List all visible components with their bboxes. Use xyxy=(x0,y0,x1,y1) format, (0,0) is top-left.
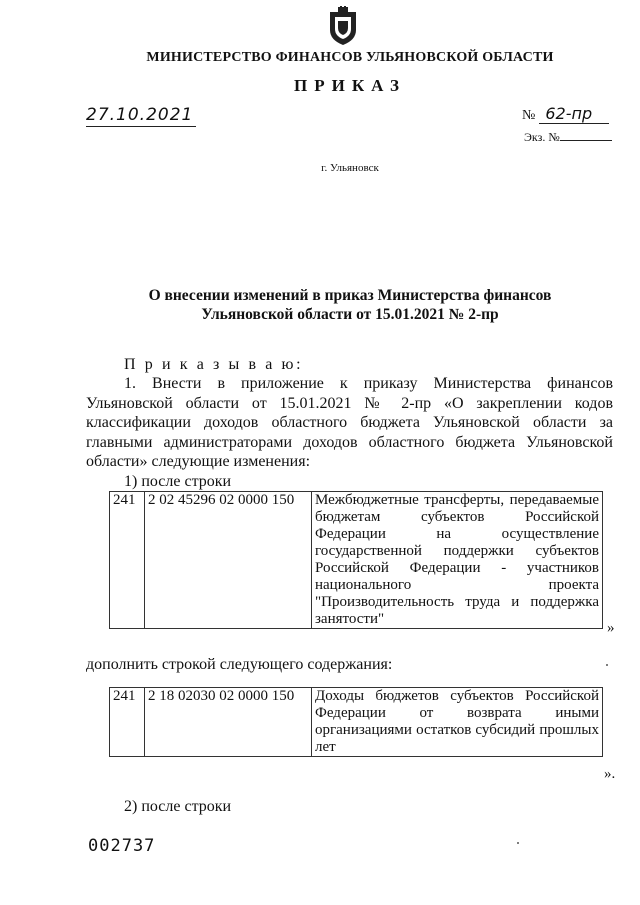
serial-number: 002737 xyxy=(88,836,156,856)
item-2-label: 2) после строки xyxy=(124,798,232,815)
table-new-row xyxy=(109,687,603,757)
supplement-text: дополнить строкой следующего содержания: xyxy=(86,656,393,673)
closing-quote-2: ». xyxy=(604,766,616,782)
admin-code-cell: 241 xyxy=(110,492,145,629)
subject-line-1: О внесении изменений в приказ Министерства финансов xyxy=(148,287,552,304)
city: г. Ульяновск xyxy=(321,162,379,174)
income-name-cell: Межбюджетные трансферты, передаваемые бюджетам субъектов Российской Федерации на осуществление государственной поддержки субъектов Российской Федерации - участников национального проекта "Производительность труда и поддержка занятости" xyxy=(312,492,603,629)
item-1-label: 1) после строки xyxy=(124,473,232,490)
coat-of-arms-icon xyxy=(326,6,360,46)
subject-line-2: Ульяновской области от 15.01.2021 № 2-пр xyxy=(201,306,499,323)
order-word: П р и к а з ы в а ю: xyxy=(124,356,304,373)
copy-number-line xyxy=(560,130,612,141)
speck xyxy=(517,842,519,844)
paragraph-1: 1. Внести в приложение к приказу Министерства финансов Ульяновской области от 15.01.2021 № 2-пр «О закреплении кодов классификации доходов областного бюджета Ульяновской области за главными администраторами доходов областного бюджета Ульяновской области» следующие изменения: xyxy=(86,375,613,470)
speck xyxy=(606,664,608,666)
kbk-code-cell: 2 02 45296 02 0000 150 xyxy=(145,492,312,629)
copy-number xyxy=(524,130,612,145)
closing-quote-1: » xyxy=(607,620,615,636)
ministry-name: МИНИСТЕРСТВО ФИНАНСОВ УЛЬЯНОВСКОЙ ОБЛАСТИ xyxy=(146,50,554,65)
table-existing-row xyxy=(109,491,603,629)
copy-label: Экз. № xyxy=(524,130,560,144)
number-value: 62-пр xyxy=(539,104,609,124)
table-row xyxy=(110,688,603,757)
admin-code-cell: 241 xyxy=(110,688,145,757)
document-type: ПРИКАЗ xyxy=(294,76,406,95)
document-subject xyxy=(100,286,600,324)
order-date: 27.10.2021 xyxy=(86,104,196,127)
order-number xyxy=(522,104,618,124)
table-row xyxy=(110,492,603,629)
income-name-cell: Доходы бюджетов субъектов Российской Федерации от возврата иными организациями остатков субсидий прошлых лет xyxy=(312,688,603,757)
number-label: № xyxy=(522,108,536,123)
kbk-code-cell: 2 18 02030 02 0000 150 xyxy=(145,688,312,757)
